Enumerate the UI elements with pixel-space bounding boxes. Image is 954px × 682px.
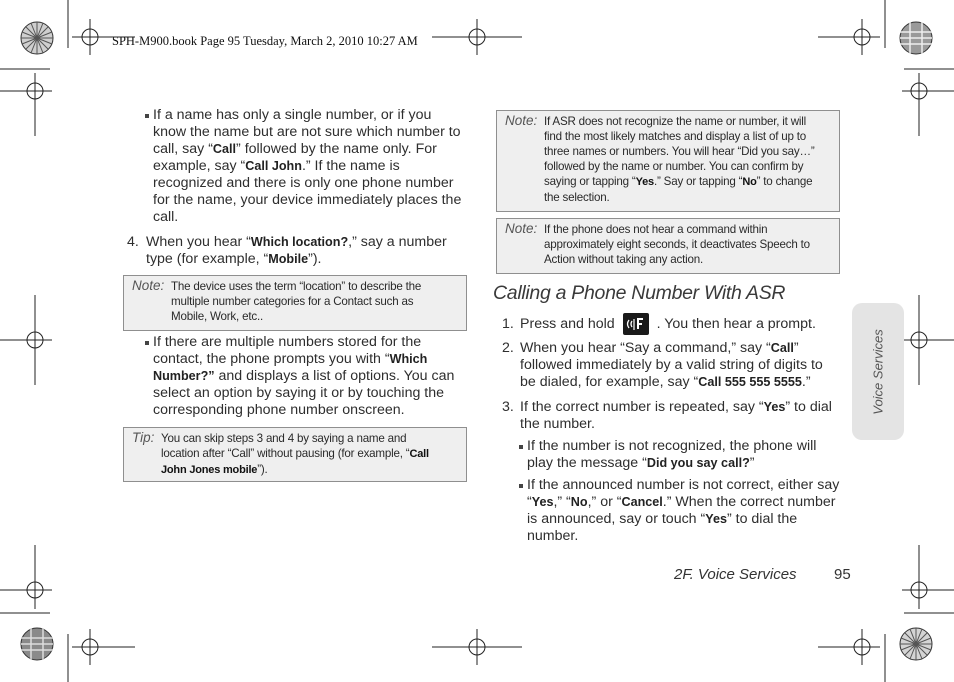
footer-section: 2F. Voice Services [674,566,797,583]
speech-key-icon [623,313,649,335]
page-number: 95 [834,566,851,583]
section-title: Calling a Phone Number With ASR [493,282,786,304]
note-text: If the phone does not hear a command within approximately eight seconds, it deactivates Speech to Action without taking any action. [544,223,810,267]
bullet-not-correct: If the announced number is not correct, either say “Yes,” “No,” or “Cancel.” When the correct number is announced, say or touch “Yes” to dial the number. [527,477,840,544]
bullet-multiple-numbers: If there are multiple numbers stored for the contact, the phone prompts you with “Which Number?” and displays a list of options. You can select an option by saying it or by touching the corresponding phone number onscreen. [153,334,455,418]
step-3-text: If the correct number is repeated, say “Yes” to dial the number. [520,399,832,432]
step-number: 1. [502,316,514,332]
registration-mark-icon [902,295,954,385]
bullet-single-number: If a name has only a single number, or if you know the name but are not sure which number to call, say “Call” followed by the name only. For example, say “Call John.” If the name is recognized and there is only one phone number for the name, your device immediately places the call. [153,107,462,225]
step-2-text: When you hear “Say a command,” say “Call” followed immediately by a valid string of digits to be dialed, for example, say “Call 555 555 5555.” [520,340,823,390]
note-label: Note: [132,278,165,293]
step-1-text: Press and hold . You then hear a prompt. [520,312,816,336]
registration-mark-icon [0,73,52,136]
bullet-marker [145,114,149,118]
step-number: 3. [502,399,514,415]
bullet-marker [145,341,149,345]
note-location [123,275,467,331]
registration-mark-icon [902,73,954,136]
registration-mark-icon [432,19,522,55]
side-tab-voice-services [852,303,904,440]
registration-mark-icon [0,295,52,385]
bullet-marker [519,445,523,449]
color-wheel-icon [900,628,932,660]
registration-mark-icon [72,19,135,55]
note-label: Note: [505,113,538,128]
note-asr-not-recognized [496,110,840,212]
color-wheel-icon [21,22,53,54]
step-number: 2. [502,340,514,356]
tip-text: You can skip steps 3 and 4 by saying a name and location after “Call” without pausing (for example, “Call John Jones mobile”). [161,432,429,477]
color-wheel-icon [21,628,53,660]
step-4-text: When you hear “Which location?,” say a number type (for example, “Mobile”). [146,234,447,267]
registration-mark-icon [432,629,522,665]
registration-mark-icon [818,629,880,665]
note-text: If ASR does not recognize the name or number, it will find the most likely matches and display a list of up to three names or numbers. You will hear “Did you say…” followed by the name or number. You can confirm by saying or tapping “Yes.” Say or tapping “No” to change the selection. [544,115,815,205]
note-timeout [496,218,840,274]
side-tab-label: Voice Services [870,328,886,415]
registration-mark-icon [72,629,135,665]
tip-skip-steps [123,427,467,482]
color-wheel-icon [900,22,932,54]
registration-mark-icon [818,19,880,55]
book-header: SPH-M900.book Page 95 Tuesday, March 2, 2010 10:27 AM [112,34,418,48]
note-label: Note: [505,221,538,236]
bullet-marker [519,484,523,488]
tip-label: Tip: [132,430,155,445]
step-number: 4. [127,234,139,250]
bullet-not-recognized: If the number is not recognized, the phone will play the message “Did you say call?” [527,438,817,471]
note-text: The device uses the term “location” to describe the multiple number categories for a Contact such as Mobile, Work, etc.. [171,280,422,324]
registration-mark-icon [0,545,52,609]
registration-mark-icon [902,545,954,609]
